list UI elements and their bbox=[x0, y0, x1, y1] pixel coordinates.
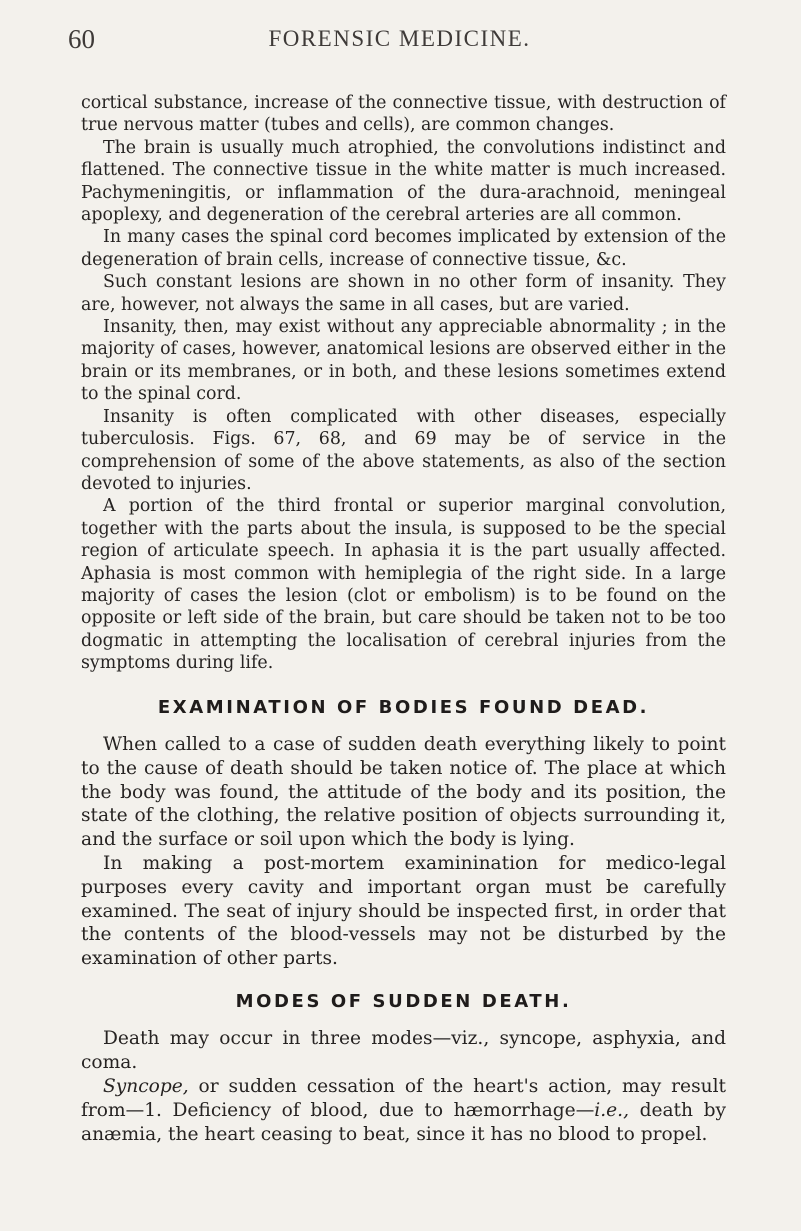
paragraph: When called to a case of sudden death everything likely to point to the cause of death should be taken notice of. The place at which the body was found, the attitude of the body and its position, the state of the clothing, the relative position of objects surrounding it, and the surface or soil upon which the body is lying. bbox=[81, 733, 726, 851]
term-syncope: Syncope, bbox=[103, 1075, 189, 1097]
paragraph: Such constant lesions are shown in no other form of insanity. They are, however, not always the same in all cases, but are varied. bbox=[81, 272, 726, 315]
section-modes-body bbox=[81, 1027, 726, 1146]
paragraph: A portion of the third frontal or superior marginal convolution, together with the parts about the insula, is supposed to be the special region of articulate speech. In aphasia it is the part usually affected. Aphasia is most common with hemiplegia of the right side. In a large majority of cases the lesion (clot or embolism) is to be found on the opposite or left side of the brain, but care should be taken not to be too dogmatic in attempting the localisation of cerebral injuries from the symptoms during life. bbox=[81, 496, 726, 674]
paragraph: Death may occur in three modes—viz., syncope, asphyxia, and coma. bbox=[81, 1028, 726, 1074]
paragraph: cortical substance, increase of the connective tissue, with destruction of true nervous matter (tubes and cells), are common changes. bbox=[81, 93, 726, 136]
paragraph: In making a post-mortem examinination for medico-legal purposes every cavity and important organ must be carefully examined. The seat of injury should be inspected first, in order that the contents of the blood-vessels may not be disturbed by the examination of other parts. bbox=[81, 852, 726, 970]
body-text bbox=[81, 92, 726, 1146]
running-head: FORENSIC MEDICINE. bbox=[268, 26, 531, 51]
paragraph: Insanity, then, may exist without any appreciable abnormality ; in the majority of cases, however, anatomical lesions are observed either in the brain or its membranes, or in both, and these lesions sometimes extend to the spinal cord. bbox=[81, 317, 726, 405]
paragraph: Insanity is often complicated with other diseases, especially tuberculosis. Figs. 67, 68, and 69 may be of service in the comprehension of some of the above statements, as also of the section devoted to injuries. bbox=[81, 406, 726, 494]
page-header bbox=[68, 24, 731, 64]
section-examination-body bbox=[81, 733, 726, 971]
paragraph: In many cases the spinal cord becomes implicated by extension of the degeneration of brain cells, increase of connective tissue, &c. bbox=[81, 227, 726, 270]
text-span: death by anæmia, the heart ceasing to beat, since it has no blood to propel. bbox=[81, 1099, 726, 1145]
abbrev-ie: i.e., bbox=[594, 1099, 629, 1121]
text-span: or sudden cessation of the heart's action, may result from—1. Deficiency of blood, due to hæmorrhage— bbox=[81, 1075, 726, 1121]
section-heading-modes: MODES OF SUDDEN DEATH. bbox=[235, 990, 572, 1012]
paragraph: The brain is usually much atrophied, the convolutions indistinct and flattened. The connective tissue in the white matter is much increased. Pachymeningitis, or inflammation of the dura-arachnoid, meningeal apoplexy, and degeneration of the cerebral arteries are all common. bbox=[81, 137, 726, 226]
page-number: 60 bbox=[68, 24, 95, 54]
section-heading-examination: EXAMINATION OF BODIES FOUND DEAD. bbox=[157, 696, 650, 718]
paragraph-syncope bbox=[81, 1075, 726, 1146]
